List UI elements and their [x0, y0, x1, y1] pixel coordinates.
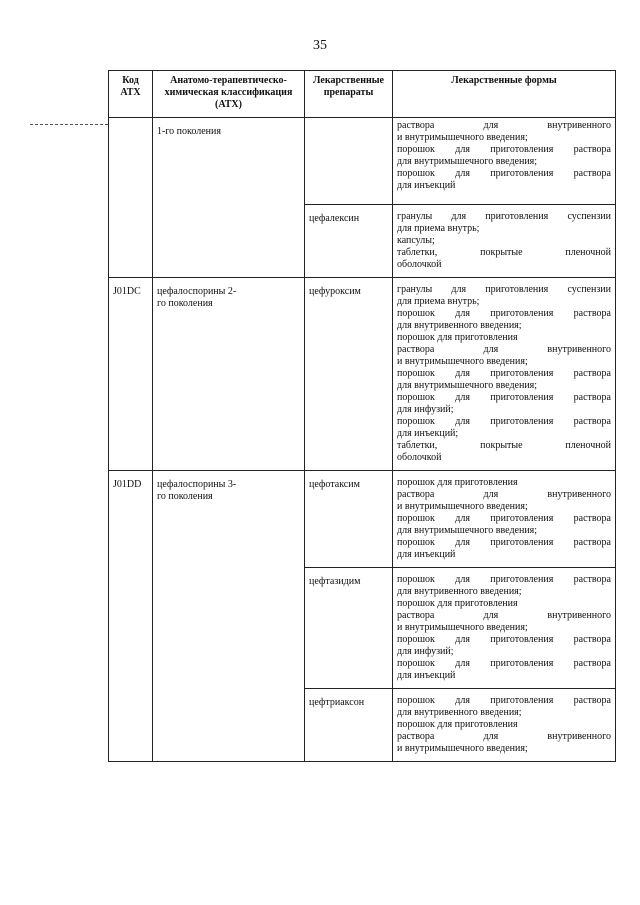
dosage-form-line: для инфузий;	[397, 646, 454, 657]
classification-cell: цефалоспорины 3-го поколения	[153, 471, 305, 762]
header-classification: Анатомо-терапевтическо-химическая классификация (АТХ)	[153, 71, 305, 118]
dosage-form-line: для инфузий;	[397, 404, 454, 415]
drug-name-cell: цефалексин	[305, 205, 393, 278]
dosage-forms-cell	[393, 278, 616, 471]
dosage-form-line: таблетки, покрытые пленочной	[397, 440, 611, 451]
header-forms: Лекарственные формы	[393, 71, 616, 118]
dosage-form-line: и внутримышечного введения;	[397, 501, 528, 512]
dosage-form-line: таблетки, покрытые пленочной	[397, 247, 611, 258]
dosage-form-line: порошок для приготовления раствора	[397, 144, 611, 155]
drug-name-cell: цефтриаксон	[305, 689, 393, 762]
dosage-form-line: и внутримышечного введения;	[397, 622, 528, 633]
atc-drug-table	[108, 70, 616, 762]
dosage-form-line: порошок для приготовления раствора	[397, 392, 611, 403]
drug-name-cell: цефотаксим	[305, 471, 393, 568]
dosage-form-line: гранулы для приготовления суспензии	[397, 211, 611, 222]
dosage-forms-cell	[393, 568, 616, 689]
dosage-form-line: для инъекций;	[397, 428, 459, 439]
dosage-form-line: и внутримышечного введения;	[397, 356, 528, 367]
page-number: 35	[313, 38, 327, 53]
dosage-form-line: порошок для приготовления	[397, 477, 518, 488]
drug-name-cell	[305, 118, 393, 205]
dosage-form-line: порошок для приготовления раствора	[397, 416, 611, 427]
dosage-form-line: порошок для приготовления раствора	[397, 368, 611, 379]
dosage-form-line: гранулы для приготовления суспензии	[397, 284, 611, 295]
header-code: Код АТХ	[109, 71, 153, 118]
table-header-row	[109, 71, 616, 118]
dosage-form-line: и внутримышечного введения;	[397, 132, 528, 143]
dosage-form-line: порошок для приготовления	[397, 719, 518, 730]
dosage-form-line: порошок для приготовления	[397, 332, 518, 343]
dosage-form-line: для внутривенного введения;	[397, 707, 522, 718]
table-row	[109, 118, 616, 205]
classification-cell: 1-го поколения	[153, 118, 305, 278]
table-row	[109, 471, 616, 568]
dosage-form-line: порошок для приготовления раствора	[397, 658, 611, 669]
dosage-form-line: порошок для приготовления раствора	[397, 513, 611, 524]
drug-name-cell: цефуроксим	[305, 278, 393, 471]
dosage-form-line: раствора для внутривенного	[397, 489, 611, 500]
dosage-forms-cell	[393, 471, 616, 568]
atc-code-cell: J01DD	[109, 471, 153, 762]
dosage-form-line: для внутримышечного введения;	[397, 525, 538, 536]
atc-code-cell	[109, 118, 153, 278]
dosage-form-line: порошок для приготовления раствора	[397, 537, 611, 548]
dosage-form-line: для инъекций	[397, 549, 456, 560]
dosage-form-line: для приема внутрь;	[397, 296, 480, 307]
dosage-form-line: раствора для внутривенного	[397, 344, 611, 355]
dosage-forms-cell	[393, 118, 616, 205]
dosage-form-line: для внутримышечного введения;	[397, 156, 538, 167]
table-row	[109, 278, 616, 471]
dosage-form-line: для инъекций	[397, 670, 456, 681]
drug-name-cell: цефтазидим	[305, 568, 393, 689]
dosage-form-line: для внутривенного введения;	[397, 320, 522, 331]
dosage-form-line: и внутримышечного введения;	[397, 743, 528, 754]
dosage-form-line: порошок для приготовления раствора	[397, 574, 611, 585]
dosage-forms-cell	[393, 689, 616, 762]
dosage-form-line: оболочкой	[397, 452, 442, 463]
dosage-form-line: для инъекций	[397, 180, 456, 191]
dosage-form-line: порошок для приготовления раствора	[397, 168, 611, 179]
dosage-form-line: порошок для приготовления	[397, 598, 518, 609]
atc-code-cell: J01DC	[109, 278, 153, 471]
dosage-form-line: раствора для внутривенного	[397, 610, 611, 621]
dosage-form-line: для приема внутрь;	[397, 223, 480, 234]
dosage-form-line: порошок для приготовления раствора	[397, 308, 611, 319]
dosage-form-line: раствора для внутривенного	[397, 731, 611, 742]
dosage-form-line: раствора для внутривенного	[397, 120, 611, 131]
dosage-form-line: порошок для приготовления раствора	[397, 695, 611, 706]
classification-cell: цефалоспорины 2-го поколения	[153, 278, 305, 471]
dosage-forms-cell	[393, 205, 616, 278]
dosage-form-line: для внутривенного введения;	[397, 586, 522, 597]
dosage-form-line: для внутримышечного введения;	[397, 380, 538, 391]
dosage-form-line: оболочкой	[397, 259, 442, 270]
dosage-form-line: порошок для приготовления раствора	[397, 634, 611, 645]
dosage-form-line: капсулы;	[397, 235, 435, 246]
header-drugs: Лекарственные препараты	[305, 71, 393, 118]
page-break-dashes	[30, 124, 108, 125]
